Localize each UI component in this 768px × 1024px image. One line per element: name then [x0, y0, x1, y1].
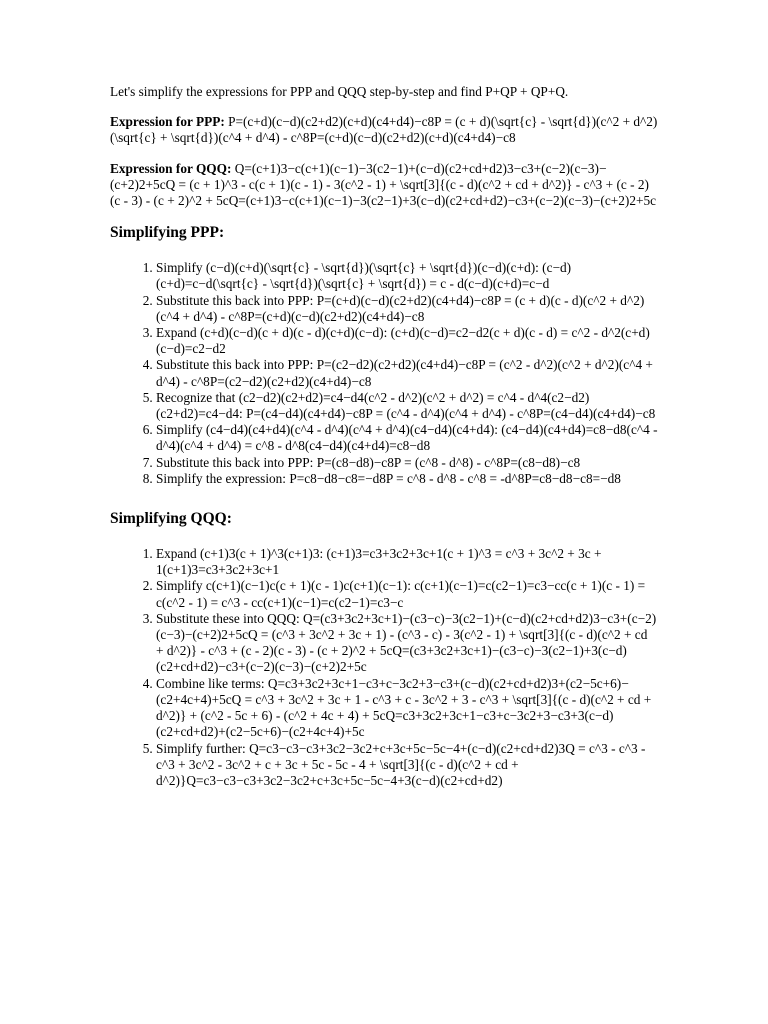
ppp-step: 5. Recognize that (c2−d2)(c2+d2)=c4−d4(c^2 - d^2)(c^2 + d^2) = c^4 - d^4(c2−d2)(c2+d2)=c4−d4: P=(c4−d4)(c4+d4)−c8P = (c^4 - d^4)(c^4 + d^4) - c^8P=(c4−d4)(c4+d4)−c8: [156, 390, 658, 422]
ppp-step: 1. Simplify (c−d)(c+d)(\sqrt{c} - \sqrt{d})(\sqrt{c} + \sqrt{d})(c−d)(c+d): (c−d)(c+d)=c−d(\sqrt{c} - \sqrt{d})(\sqrt{c} + \sqrt{d}) = c - d(c−d)(c+d)=c−d: [156, 260, 658, 292]
qqq-section-heading: Simplifying QQQ:: [110, 510, 232, 528]
qqq-expression-text: Q=(c+1)3−c(c+1)(c−1)−3(c2−1)+(c−d)(c2+cd+d2)3−c3+(c−2)(c−3)−(c+2)2+5cQ = (c + 1)^3 - c(c + 1)(c - 1) - 3(c^2 - 1) + \sqrt[3]{(c - d)(c^2 + cd + d^2)} - c^3 + (c - 2)(c - 3) - (c + 2)^2 + 5cQ=(c+1)3−c(c+1)(c−1)−3(c2−1)+3(c−d)(c2+cd+d2)−c3+(c−2)(c−3)−(c+2)2+5c: [110, 160, 657, 209]
ppp-step: 6. Simplify (c4−d4)(c4+d4)(c^4 - d^4)(c^4 + d^4)(c4−d4)(c4+d4): (c4−d4)(c4+d4)=c8−d8(c^4 - d^4)(c^4 + d^4) = c^8 - d^8(c4−d4)(c4+d4)=c8−d8: [156, 422, 658, 454]
ppp-step: 7. Substitute this back into PPP: P=(c8−d8)−c8P = (c^8 - d^8) - c^8P=(c8−d8)−c8: [156, 455, 658, 471]
qqq-step: 2. Simplify c(c+1)(c−1)c(c + 1)(c - 1)c(c+1)(c−1): c(c+1)(c−1)=c(c2−1)=c3−cc(c + 1)(c - 1) = c(c^2 - 1) = c^3 - cc(c+1)(c−1)=c(c2−1)=c3−c: [156, 578, 658, 610]
ppp-section-heading: Simplifying PPP:: [110, 224, 225, 242]
qqq-step: 5. Simplify further: Q=c3−c3−c3+3c2−3c2+c+3c+5c−5c−4+(c−d)(c2+cd+d2)3Q = c^3 - c^3 - c^3 + 3c^2 - 3c^2 + c + 3c + 5c - 5c - 4 + \sqrt[3]{(c - d)(c^2 + cd + d^2)}Q=c3−c3−c3+3c2−3c2+c+3c+5c−5c−4+3(c−d)(c2+cd+d2): [156, 741, 658, 790]
ppp-expression-paragraph: [110, 114, 658, 146]
ppp-expression-text: P=(c+d)(c−d)(c2+d2)(c+d)(c4+d4)−c8P = (c + d)(\sqrt{c} - \sqrt{d})(c^2 + d^2)(\sqrt{c} + \sqrt{d})(c^4 + d^4) - c^8P=(c+d)(c−d)(c2+d2)(c+d)(c4+d4)−c8: [110, 114, 658, 146]
ppp-step: 8. Simplify the expression: P=c8−d8−c8=−d8P = c^8 - d^8 - c^8 = -d^8P=c8−d8−c8=−d8: [156, 471, 658, 487]
qqq-step: 3. Substitute these into QQQ: Q=(c3+3c2+3c+1)−(c3−c)−3(c2−1)+(c−d)(c2+cd+d2)3−c3+(c−2)(c−3)−(c+2)2+5cQ = (c^3 + 3c^2 + 3c + 1) - (c^3 - c) - 3(c^2 - 1) + \sqrt[3]{(c - d)(c^2 + cd + d^2)} - c^3 + (c - 2)(c - 3) - (c + 2)^2 + 5cQ=(c3+3c2+3c+1)−(c3−c)−3(c2−1)+3(c−d)(c2+cd+d2)−c3+(c−2)(c−3)−(c+2)2+5c: [156, 611, 658, 676]
qqq-step: 4. Combine like terms: Q=c3+3c2+3c+1−c3+c−3c2+3−c3+(c−d)(c2+cd+d2)3+(c2−5c+6)−(c2+4c+4)+5cQ = c^3 + 3c^2 + 3c + 1 - c^3 + c - 3c^2 + 3 - c^3 + \sqrt[3]{(c - d)(c^2 + cd + d^2)} + (c^2 - 5c + 6) - (c^2 + 4c + 4) + 5cQ=c3+3c2+3c+1−c3+c−3c2+3−c3+3(c−d)(c2+cd+d2)+(c2−5c+6)−(c2+4c+4)+5c: [156, 676, 658, 741]
ppp-expression-label: Expression for PPP:: [110, 114, 225, 130]
qqq-expression-paragraph: [110, 161, 658, 210]
ppp-step: 3. Expand (c+d)(c−d)(c + d)(c - d)(c+d)(c−d): (c+d)(c−d)=c2−d2(c + d)(c - d) = c^2 - d^2(c+d)(c−d)=c2−d2: [156, 325, 658, 357]
ppp-step: 4. Substitute this back into PPP: P=(c2−d2)(c2+d2)(c4+d4)−c8P = (c^2 - d^2)(c^2 + d^2)(c^4 + d^4) - c^8P=(c2−d2)(c2+d2)(c4+d4)−c8: [156, 357, 658, 389]
qqq-expression-label: Expression for QQQ:: [110, 160, 232, 176]
intro-paragraph: Let's simplify the expressions for PPP and QQQ step-by-step and find P+QP + QP+Q.: [110, 84, 569, 99]
ppp-step: 2. Substitute this back into PPP: P=(c+d)(c−d)(c2+d2)(c4+d4)−c8P = (c + d)(c - d)(c^2 + d^2)(c^4 + d^4) - c^8P=(c+d)(c−d)(c2+d2)(c4+d4)−c8: [156, 293, 658, 325]
ppp-steps-list: [110, 260, 658, 487]
qqq-step: 1. Expand (c+1)3(c + 1)^3(c+1)3: (c+1)3=c3+3c2+3c+1(c + 1)^3 = c^3 + 3c^2 + 3c + 1(c+1)3=c3+3c2+3c+1: [156, 546, 658, 578]
qqq-steps-list: [110, 546, 658, 789]
